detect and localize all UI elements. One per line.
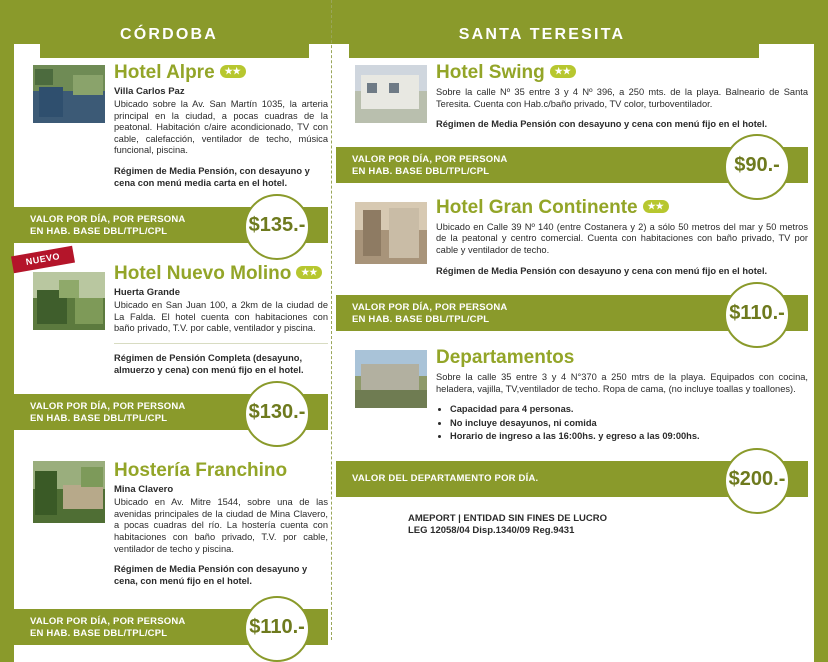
price-band	[14, 394, 328, 430]
nuevo-ribbon: NUEVO	[11, 246, 75, 274]
price-band-labels	[352, 302, 507, 326]
price-label-line1: VALOR POR DÍA, POR PERSONA	[30, 214, 186, 226]
header-inner	[14, 0, 814, 58]
price-band-labels	[352, 473, 538, 485]
hotel-photo	[32, 64, 106, 124]
hotel-name: Departamentos	[436, 347, 575, 369]
footer-legal	[408, 513, 808, 537]
list-item: • Horario de ingreso a las 16:00hs. y egreso a las 09:00hs.	[450, 430, 808, 443]
hotel-description: Ubicado en Av. Mitre 1544, sobre una de las avenidas principales de la ciudad de Mina Clavero, a pocas cuadras del río. La hostería cuenta con habitaciones con baño privado, T.V. por cable, ventilador de techo y piscina.	[114, 497, 328, 554]
price-band-labels	[352, 154, 507, 178]
price-band	[336, 295, 808, 331]
price-band	[14, 207, 328, 243]
hotel-regimen: Régimen de Pensión Completa (desayuno, almuerzo y cena) con menú fijo en el hotel.	[114, 352, 304, 375]
left-edge-bar	[0, 0, 14, 662]
hotel-entry	[336, 58, 808, 183]
price-label-line2: EN HAB. BASE DBL/TPL/CPL	[30, 226, 168, 238]
separator	[114, 343, 328, 344]
price-label-line2: EN HAB. BASE DBL/TPL/CPL	[30, 413, 168, 425]
hotel-name: Hotel Gran Continente ★★	[436, 197, 808, 218]
hotel-location: Villa Carlos Paz	[114, 86, 185, 97]
price-bubble: $135.-	[244, 194, 310, 260]
hotel-photo	[354, 201, 428, 265]
hotel-description: Ubicado en San Juan 100, a 2km de la ciudad de La Falda. El hotel cuenta con habitaciones con baño privado, T.V. por cable, ventilador y piscina.	[114, 300, 328, 334]
star-rating-badge: ★★	[220, 65, 246, 78]
price-bubble: $110.-	[244, 596, 310, 662]
hotel-photo	[354, 349, 428, 409]
price-band-labels	[30, 616, 185, 640]
column-title-cordoba: CÓRDOBA	[119, 26, 219, 43]
hotel-description: Ubicado en Calle 39 Nº 140 (entre Costanera y 2) a sólo 50 metros del mar y 50 metros de la peatonal y centro comercial. Cuenta con habitaciones con baño privado, TV por cable y ventilador de techo.	[436, 221, 808, 255]
star-rating-badge: ★★	[643, 200, 669, 213]
hotel-entry	[14, 58, 328, 243]
price-band	[336, 147, 808, 183]
hotel-description: Ubicado sobre la Av. San Martín 1035, la arteria principal en la ciudad, a pocas cuadras de la peatonal. Habitación c/aire acondicionado, TV con cable, calefacción, ventilador de techo, música funcional, piscina.	[114, 99, 328, 156]
footer-line-1: AMEPORT | ENTIDAD SIN FINES DE LUCRO	[408, 512, 607, 524]
hotel-name: Hotel Swing ★★	[436, 62, 808, 83]
price-bubble: $110.-	[724, 282, 790, 348]
footer-line-2: LEG 12058/04 Disp.1340/09 Reg.9431	[408, 524, 575, 536]
column-title-santa-teresita: SANTA TERESITA	[458, 26, 626, 43]
hotel-entry	[14, 243, 328, 430]
hotel-entry	[14, 430, 328, 645]
hotel-name: Hostería Franchino	[114, 460, 288, 482]
hotel-name: Hotel Alpre ★★	[114, 62, 328, 83]
hotel-regimen: Régimen de Media Pensión con desayuno y cena con menú fijo en el hotel.	[436, 265, 768, 276]
hotel-regimen: Régimen de Media Pensión, con desayuno y cena con menú media carta en el hotel.	[114, 165, 310, 188]
price-band-labels	[30, 214, 185, 238]
price-band	[336, 461, 808, 497]
list-item: • No incluye desayunos, ni comida	[450, 417, 808, 430]
hotel-location: Huerta Grande	[114, 287, 180, 299]
column-cordoba	[14, 58, 328, 645]
price-label-line1: VALOR POR DÍA, POR PERSONA	[352, 153, 508, 165]
price-band	[14, 609, 328, 645]
price-label-line1: VALOR POR DÍA, POR PERSONA	[352, 302, 508, 314]
header-band	[14, 0, 814, 58]
column-santa-teresita	[336, 58, 808, 537]
hotel-description: Sobre la calle Nº 35 entre 3 y 4 Nº 396, a 250 mts. de la playa. Balneario de Santa Teresita. Cuenta con Hab.c/baño privado, TV color, turboventilador.	[436, 87, 808, 109]
hotel-photo	[354, 64, 428, 124]
price-bubble: $90.-	[724, 134, 790, 200]
features-list	[436, 403, 808, 443]
price-label-line1: VALOR DEL DEPARTAMENTO POR DÍA.	[352, 472, 539, 484]
hotel-regimen: Régimen de Media Pensión con desayuno y cena con menú fijo en el hotel.	[436, 119, 768, 130]
hotel-entry	[336, 331, 808, 537]
star-rating-badge: ★★	[296, 266, 322, 279]
list-item: • Capacidad para 4 personas.	[450, 403, 808, 416]
price-bubble: $130.-	[244, 381, 310, 447]
star-rating-badge: ★★	[550, 65, 576, 78]
flyer-sheet	[14, 0, 814, 662]
hotel-photo	[32, 271, 106, 331]
hotel-location: Mina Clavero	[114, 484, 174, 496]
hotel-photo	[32, 460, 106, 524]
hotel-entry	[336, 183, 808, 331]
right-edge-bar	[814, 0, 828, 662]
hotel-name: Hotel Nuevo Molino ★★	[114, 263, 328, 284]
price-label-line2: EN HAB. BASE DBL/TPL/CPL	[352, 165, 490, 177]
price-label-line2: EN HAB. BASE DBL/TPL/CPL	[30, 628, 168, 640]
hotel-description: Sobre la calle 35 entre 3 y 4 N°370 a 250 mtrs de la playa. Equipados con cocina, heladera, vajilla, TV,ventilador de techo. Ropa de cama, (no incluye toallas y toallones).	[436, 372, 808, 394]
hotel-regimen: Régimen de Media Pensión con desayuno y cena, con menú fijo en el hotel.	[114, 564, 308, 586]
column-divider	[331, 0, 332, 640]
price-band-labels	[30, 401, 185, 425]
price-label-line2: EN HAB. BASE DBL/TPL/CPL	[352, 314, 490, 326]
price-bubble: $200.-	[724, 448, 790, 514]
price-label-line1: VALOR POR DÍA, POR PERSONA	[30, 616, 186, 628]
price-label-line1: VALOR POR DÍA, POR PERSONA	[30, 401, 186, 413]
